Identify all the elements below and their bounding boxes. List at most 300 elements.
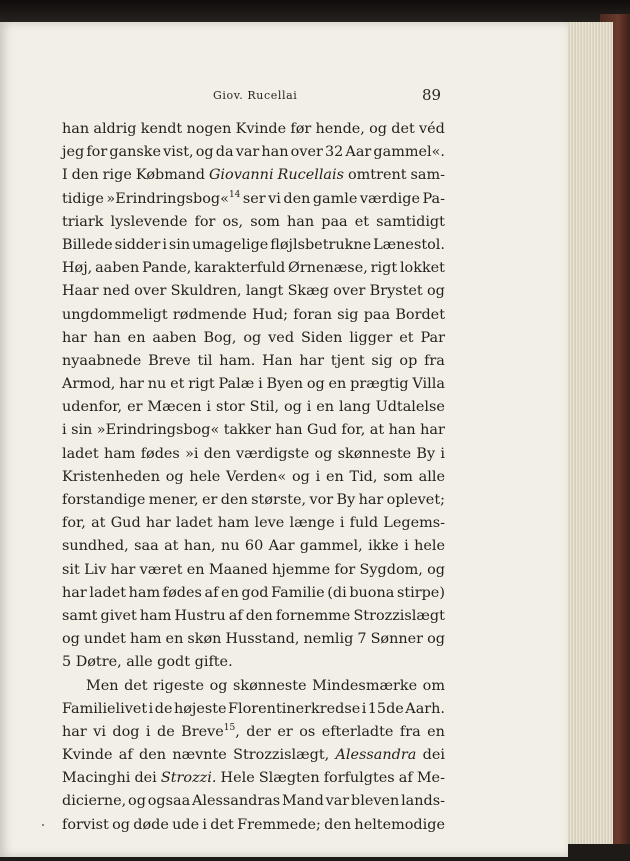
word: udenfor,	[62, 399, 123, 416]
word: Villa	[412, 376, 445, 393]
word: før	[290, 121, 312, 137]
word: ligger	[349, 329, 393, 346]
word: Kristenheden	[62, 468, 160, 485]
text-line	[62, 512, 445, 535]
word: jeg	[62, 144, 85, 161]
word: i	[440, 445, 445, 462]
word: af	[118, 747, 133, 764]
text-line	[62, 234, 445, 257]
word: været	[139, 561, 183, 578]
word: ham	[139, 607, 172, 624]
word: Par	[420, 329, 445, 346]
word: Fremmede;	[237, 816, 321, 833]
word: (di	[327, 584, 347, 601]
word: den	[139, 747, 167, 764]
word: længe	[289, 515, 335, 532]
text-line	[62, 790, 445, 813]
word: i	[258, 376, 263, 393]
word: ham.	[219, 352, 256, 369]
word: Men	[86, 677, 119, 694]
word: over	[333, 283, 366, 300]
word: Sygdom,	[359, 561, 423, 578]
word: rigeste	[153, 677, 205, 694]
word: og	[369, 121, 388, 137]
word: rigt	[188, 376, 215, 393]
word: af	[228, 607, 243, 624]
text-line	[62, 814, 445, 837]
word: alle	[418, 468, 445, 485]
word: hele	[414, 538, 445, 555]
word: den	[245, 607, 273, 624]
text-line	[62, 721, 445, 744]
text-line	[62, 211, 445, 234]
word: skøn	[187, 631, 222, 648]
word: om	[422, 677, 445, 694]
word: den	[71, 167, 99, 184]
word: Købmand	[135, 167, 205, 184]
text-line	[62, 443, 445, 466]
word: By	[336, 492, 356, 508]
footnote-ref: 15	[223, 723, 236, 734]
word: os	[299, 723, 316, 740]
word: undet	[83, 631, 126, 648]
word: har	[145, 515, 171, 532]
word: som	[250, 213, 280, 230]
word: Ørnenæse,	[288, 260, 368, 277]
word: sidder	[114, 236, 161, 253]
word: ned	[102, 283, 130, 300]
word: Han	[262, 352, 293, 369]
word: efterladte	[321, 723, 394, 740]
word: omtrent	[347, 167, 407, 184]
running-head: Giov. Rucellai	[213, 89, 298, 102]
word: i	[206, 399, 212, 416]
word: for	[194, 213, 216, 230]
word: Strozzislægt,	[233, 747, 330, 764]
word: tjent	[330, 352, 365, 369]
word: aaben	[95, 260, 140, 277]
word: nogen	[186, 121, 232, 137]
word: var	[325, 793, 350, 810]
word: Høj,	[62, 260, 93, 277]
word: han	[93, 329, 121, 346]
word: er	[277, 723, 293, 740]
word: sin	[168, 236, 191, 253]
word: Skuldren,	[170, 283, 242, 300]
word: Bordet	[395, 306, 445, 323]
word: de	[154, 700, 173, 717]
word: paa	[321, 213, 348, 230]
word: I	[62, 167, 68, 184]
word: tidige	[62, 190, 104, 207]
word: for,	[62, 515, 86, 532]
word: nu	[220, 538, 240, 555]
word: vi	[93, 723, 106, 740]
word: fra	[399, 723, 421, 740]
word: en	[328, 376, 347, 393]
word-with-footnote	[181, 721, 240, 744]
word: Aarh.	[405, 700, 445, 717]
word: han	[62, 121, 90, 137]
word: Gud	[306, 422, 337, 439]
word: Gud	[110, 515, 141, 532]
word: ogsaa	[147, 793, 191, 810]
text-line	[62, 767, 445, 790]
word: Maaned	[208, 561, 268, 578]
word: har	[110, 561, 136, 578]
word: i	[361, 700, 367, 717]
word: den	[203, 445, 231, 462]
word: Legems-	[383, 515, 445, 532]
punctuation: ,	[235, 723, 240, 740]
word: gifte.	[194, 654, 233, 671]
word: forvist	[62, 816, 109, 833]
word: Stil,	[249, 399, 280, 416]
word: sin	[71, 422, 93, 439]
text-line	[62, 118, 445, 141]
word: kendt	[140, 121, 183, 137]
word: at	[164, 538, 179, 555]
word-with-footnote	[106, 188, 240, 211]
word: Palæ	[218, 376, 255, 393]
word: By	[416, 445, 436, 462]
word: og	[427, 631, 445, 648]
word: han	[275, 422, 303, 439]
word: lang	[339, 399, 371, 416]
word: og	[62, 631, 80, 648]
italic-name: Alessandra	[335, 747, 417, 764]
word: sundhed,	[62, 538, 129, 555]
text-line	[62, 327, 445, 350]
word: i	[339, 515, 345, 532]
word: gammel«.	[373, 144, 445, 161]
word: vist,	[163, 144, 194, 161]
word: Mindesmærke	[312, 677, 418, 694]
text-line	[62, 698, 445, 721]
italic-name: Giovanni	[208, 167, 274, 184]
word: et	[170, 376, 185, 393]
word: dicierne,	[62, 793, 127, 810]
word: Breve	[181, 723, 224, 740]
text-line	[62, 304, 445, 327]
word: har	[420, 422, 445, 439]
text-line	[62, 396, 445, 419]
word: Pa-	[422, 190, 445, 207]
word: ladet	[175, 515, 213, 532]
word: Alessandras	[191, 793, 281, 810]
word: Armod,	[62, 376, 116, 393]
word: for	[334, 561, 356, 578]
word: en	[427, 723, 445, 740]
word: har	[119, 376, 144, 393]
word: gammel,	[299, 538, 363, 555]
word: og	[209, 677, 228, 694]
word: forfulgtes	[323, 770, 395, 787]
word: Udtalelse	[375, 399, 445, 416]
word: den	[324, 816, 352, 833]
word: Mæcen	[147, 399, 202, 416]
word: Mand	[281, 793, 324, 810]
word: Florentinerkredse	[228, 700, 361, 717]
word: lands-	[401, 793, 445, 810]
word: heltemodige	[354, 816, 445, 833]
word: Kvinde	[62, 747, 113, 764]
word: ganske	[109, 144, 162, 161]
word: godt	[157, 654, 191, 671]
word: 32	[324, 144, 344, 161]
word: »Erindringsbog«	[106, 190, 229, 207]
word: fløjlsbetrukne	[270, 236, 372, 253]
word: dog	[112, 723, 140, 740]
word: fra	[424, 352, 445, 369]
word: sit	[62, 561, 80, 578]
word: samt	[62, 607, 98, 624]
word: til	[197, 352, 213, 369]
word: stirpe)	[396, 584, 445, 601]
word: i	[62, 422, 67, 439]
word: Pande,	[142, 260, 192, 277]
word: var	[235, 144, 260, 161]
word: har	[358, 492, 384, 508]
word: 5	[62, 654, 72, 671]
word: takker	[223, 422, 271, 439]
text-line	[62, 489, 445, 512]
word: op	[399, 352, 418, 369]
word: af	[398, 770, 413, 787]
word: i	[404, 538, 409, 555]
word: langt	[245, 283, 284, 300]
word: ikke	[368, 538, 399, 555]
word: fornemme	[275, 607, 351, 624]
word: og	[243, 329, 262, 346]
page-edges	[566, 22, 613, 844]
word: i	[306, 399, 312, 416]
word: Husstand,	[225, 631, 300, 648]
word: alle	[126, 654, 153, 671]
word: Aar	[345, 144, 372, 161]
text-line	[62, 280, 445, 303]
word: os,	[222, 213, 244, 230]
word: han	[388, 422, 416, 439]
word: og	[283, 399, 302, 416]
word: sig	[337, 306, 359, 323]
text-line	[62, 188, 445, 211]
word: et	[354, 213, 370, 230]
word: foran	[293, 306, 332, 323]
word: fuld	[349, 515, 379, 532]
word: gamle	[312, 190, 358, 207]
word: over	[134, 283, 167, 300]
word: Familie	[271, 584, 325, 601]
text-line	[62, 141, 445, 164]
word: i	[202, 816, 208, 833]
word: oplevet;	[386, 492, 445, 508]
word: Hud;	[252, 306, 288, 323]
word: Familielivet	[62, 700, 148, 717]
word: har	[62, 329, 87, 346]
word: 7	[357, 631, 367, 648]
word: i	[145, 723, 151, 740]
word: i	[162, 236, 167, 253]
word: Breve	[148, 352, 191, 369]
page-number: 89	[422, 86, 442, 104]
word: og	[128, 793, 146, 810]
word: ham	[217, 515, 250, 532]
word: at	[369, 422, 385, 439]
word: for,	[341, 422, 366, 439]
word: en	[316, 399, 335, 416]
word: »i	[185, 445, 199, 462]
word: største,	[251, 492, 307, 508]
word: Hustru	[174, 607, 226, 624]
word: 15de	[367, 700, 404, 717]
text-line	[62, 535, 445, 558]
word: er	[201, 492, 218, 508]
word: stor	[215, 399, 245, 416]
word: ser	[242, 190, 266, 207]
word: døde	[133, 816, 169, 833]
text-line	[62, 257, 445, 280]
word: hele	[189, 468, 221, 485]
word: Aar	[268, 538, 295, 555]
word: triark	[62, 213, 104, 230]
word: Lænestol.	[373, 236, 445, 253]
word: har	[62, 584, 87, 601]
word: dei	[134, 770, 157, 787]
word: skønneste	[233, 677, 307, 694]
word: givet	[100, 607, 137, 624]
text-line	[62, 164, 445, 187]
text-line	[62, 466, 445, 489]
word: for	[86, 144, 108, 161]
word: paa	[363, 306, 391, 323]
word: Haar	[62, 283, 99, 300]
word: fødes	[140, 445, 180, 462]
word: Brystet	[369, 283, 423, 300]
text-line	[62, 675, 445, 698]
word: den	[283, 190, 311, 207]
word: aaben	[152, 329, 197, 346]
word: dei	[422, 747, 445, 764]
word: en	[221, 584, 239, 601]
word: vor	[309, 492, 334, 508]
text-line	[62, 373, 445, 396]
word: hende,	[315, 121, 365, 137]
word: Hele	[220, 770, 255, 787]
word: ungdommeligt	[62, 306, 168, 323]
word: at	[91, 515, 106, 532]
body-text	[62, 118, 445, 837]
word: og	[291, 468, 310, 485]
word: forstandige	[62, 492, 146, 508]
text-line	[62, 605, 445, 628]
word: er	[127, 399, 143, 416]
word: en	[165, 631, 184, 648]
word: den	[220, 492, 248, 508]
page-header	[0, 86, 568, 106]
word: rigt	[370, 260, 398, 277]
word: god	[241, 584, 269, 601]
word: prægtig	[350, 376, 409, 393]
text-line	[62, 419, 445, 442]
word: Strozzislægt	[353, 607, 445, 624]
word: og	[427, 283, 445, 300]
word: sig	[371, 352, 393, 369]
word: ham	[103, 445, 136, 462]
word: han	[261, 144, 289, 161]
word: og	[165, 468, 184, 485]
word: Me-	[416, 770, 445, 787]
word: højeste	[173, 700, 227, 717]
word: han	[287, 213, 315, 230]
text-line	[62, 651, 445, 674]
word: nemlig	[303, 631, 354, 648]
word: Tid,	[349, 468, 378, 485]
word: ladet	[62, 445, 99, 462]
word: nyaabnede	[62, 352, 142, 369]
word: Siden	[300, 329, 343, 346]
word: umagelige	[192, 236, 269, 253]
word: bleven	[351, 793, 400, 810]
word: 60	[244, 538, 264, 555]
word: nævnte	[172, 747, 227, 764]
word: véd	[419, 121, 445, 137]
margin-speck	[42, 824, 44, 826]
word: ladet	[89, 584, 127, 601]
word: Slægten	[258, 770, 320, 787]
word: værdigste	[235, 445, 310, 462]
text-line	[62, 628, 445, 651]
word: der	[246, 723, 271, 740]
word: Skæg	[287, 283, 329, 300]
word: mener,	[148, 492, 199, 508]
word: lyslevende	[110, 213, 188, 230]
word: som	[383, 468, 413, 485]
word: sam-	[410, 167, 445, 184]
word: »Erindringsbog«	[96, 422, 220, 439]
word: af	[204, 584, 219, 601]
word: han,	[183, 538, 216, 555]
word: Sønner	[370, 631, 424, 648]
word: nu	[147, 376, 167, 393]
word: en	[325, 468, 344, 485]
word: fødes	[162, 584, 202, 601]
word: det	[391, 121, 415, 137]
text-line	[62, 559, 445, 582]
word: Verden«	[225, 468, 287, 485]
italic-name: Rucellais	[277, 167, 344, 184]
word: da	[215, 144, 234, 161]
word: skønneste	[337, 445, 412, 462]
word: Døtre,	[75, 654, 122, 671]
word: og	[195, 144, 214, 161]
word: Byen	[266, 376, 303, 393]
word: ude	[172, 816, 200, 833]
word: aldrig	[93, 121, 137, 137]
word: og	[112, 816, 130, 833]
word: har	[62, 723, 87, 740]
text-line	[62, 582, 445, 605]
word: og	[314, 445, 333, 462]
word: saa	[134, 538, 159, 555]
word: samtidigt	[376, 213, 445, 230]
word: rige	[102, 167, 132, 184]
word: ham	[130, 631, 162, 648]
word: har	[299, 352, 325, 369]
word: en	[186, 561, 205, 578]
footnote-ref: 14	[228, 189, 241, 200]
word: et	[399, 329, 414, 346]
